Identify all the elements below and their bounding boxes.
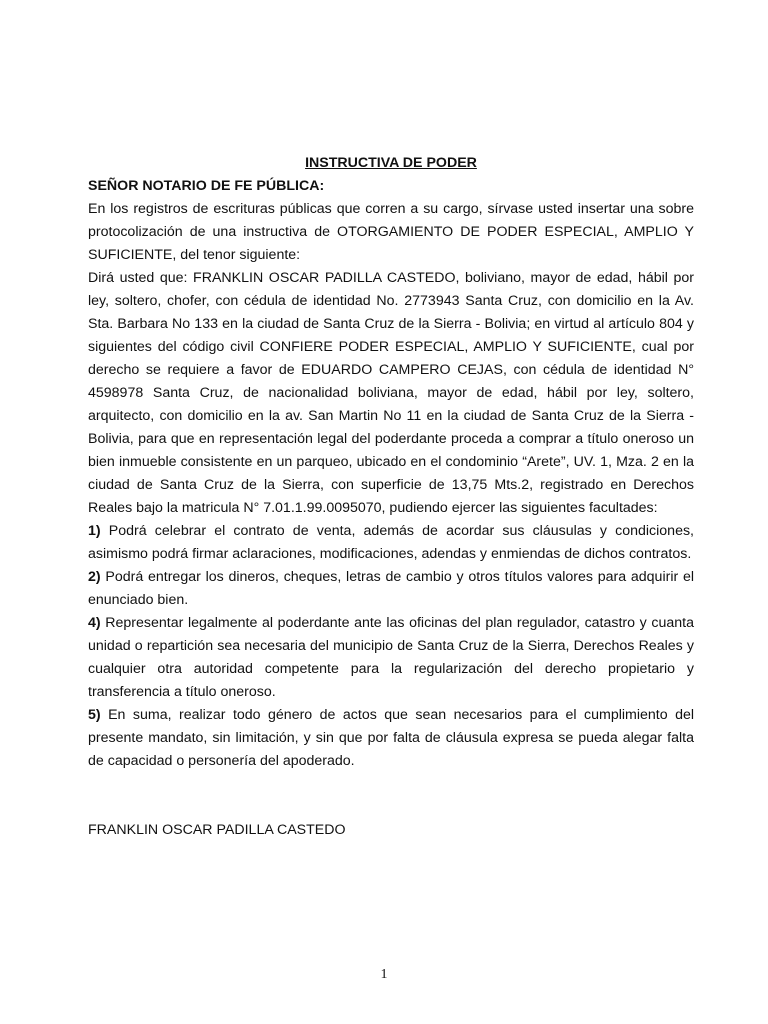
clause-text: En suma, realizar todo género de actos que sean necesarios para el cumplimiento del presente mandato, sin limitación, y sin que por falta de cláusula expresa se pueda alegar falta de capacidad o personería del apoderado. [88,707,694,769]
document-body [88,152,694,773]
clause-number: 5) [88,707,101,723]
document-title: INSTRUCTIVA DE PODER [305,155,477,171]
clause-text: Podrá celebrar el contrato de venta, además de acordar sus cláusulas y condiciones, asimismo podrá firmar aclaraciones, modificaciones, adendas y enmiendas de dichos contratos. [88,523,694,562]
clause-number: 4) [88,615,101,631]
clause-paragraph [88,612,694,704]
addressee-line: SEÑOR NOTARIO DE FE PÚBLICA: [88,178,325,194]
clause-text: Representar legalmente al poderdante ante las oficinas del plan regulador, catastro y cuanta unidad o repartición sea necesaria del municipio de Santa Cruz de la Sierra, Derechos Reales y cualquier otra autoridad competente para la regularización del derecho propietario y transferencia a título oneroso. [88,615,694,700]
signature-name: FRANKLIN OSCAR PADILLA CASTEDO [88,822,346,838]
intro-paragraph: En los registros de escrituras públicas que corren a su cargo, sírvase usted insertar una sobre protocolización de una instructiva de OTORGAMIENTO DE PODER ESPECIAL, AMPLIO Y SUFICIENTE, del tenor siguiente: [88,201,694,263]
clause-number: 1) [88,523,101,539]
clause-paragraph [88,566,694,612]
clause-paragraph [88,520,694,566]
clause-paragraph [88,704,694,773]
main-paragraph: Dirá usted que: FRANKLIN OSCAR PADILLA CASTEDO, boliviano, mayor de edad, hábil por ley, soltero, chofer, con cédula de identidad No. 2773943 Santa Cruz, con domicilio en la Av. Sta. Barbara No 133 en la ciudad de Santa Cruz de la Sierra - Bolivia; en virtud al artículo 804 y siguientes del código civil CONFIERE PODER ESPECIAL, AMPLIO Y SUFICIENTE, cual por derecho se requiere a favor de EDUARDO CAMPERO CEJAS, con cédula de identidad N° 4598978 Santa Cruz, de nacionalidad boliviana, mayor de edad, hábil por ley, soltero, arquitecto, con domicilio en la av. San Martin No 11 en la ciudad de Santa Cruz de la Sierra - Bolivia, para que en representación legal del poderdante proceda a comprar a título oneroso un bien inmueble consistente en un parqueo, ubicado en el condominio “Arete”, UV. 1, Mza. 2 en la ciudad de Santa Cruz de la Sierra, con superficie de 13,75 Mts.2, registrado en Derechos Reales bajo la matricula N° 7.01.1.99.0095070, pudiendo ejercer las siguientes facultades: [88,270,694,516]
page-number: 1 [380,967,388,982]
clause-text: Podrá entregar los dineros, cheques, letras de cambio y otros títulos valores para adquirir el enunciado bien. [88,569,694,608]
clause-number: 2) [88,569,101,585]
